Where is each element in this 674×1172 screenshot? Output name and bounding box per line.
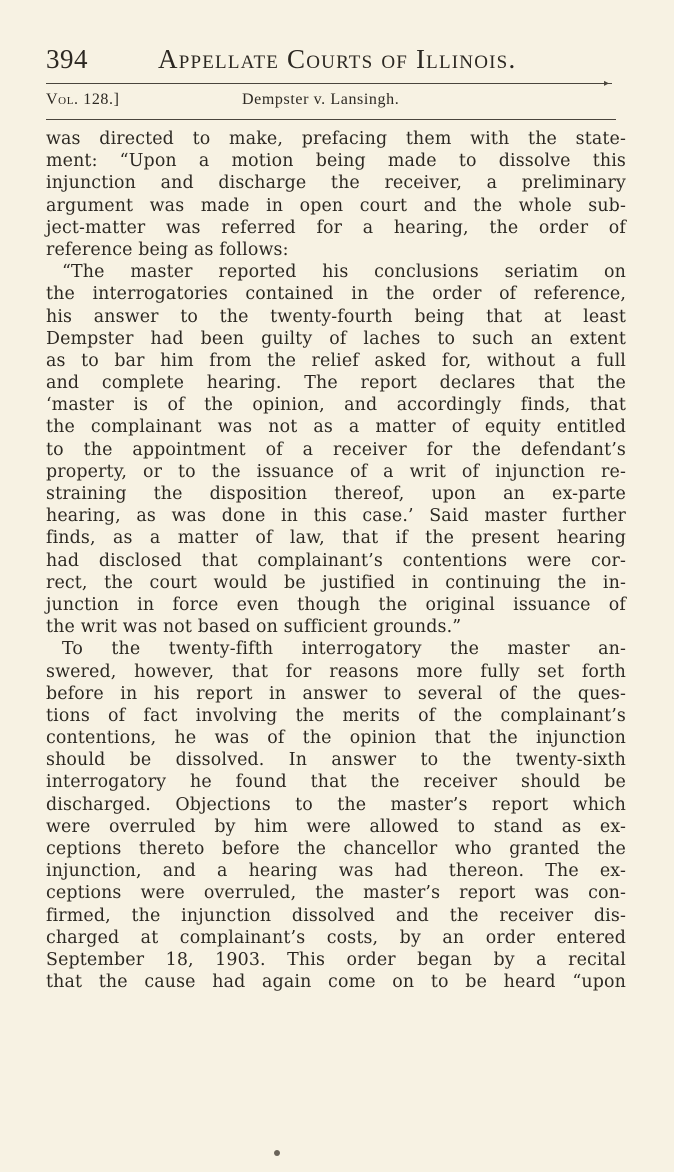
text-line: the complainant was not as a matter of equity entitled (46, 417, 626, 438)
text-line: discharged. Objections to the master’s report which (46, 794, 626, 815)
text-line: were overruled by him were allowed to stand as ex- (46, 816, 626, 837)
text-line: ject-matter was referred for a hearing, the order of (46, 217, 626, 238)
text-line: his answer to the twenty-fourth being that at least (46, 306, 626, 327)
text-line: ment: “Upon a motion being made to dissolve this (46, 151, 626, 172)
text-line: interrogatory he found that the receiver should be (46, 772, 626, 793)
text-line: contentions, he was of the opinion that the injunction (46, 728, 626, 749)
text-line: reference being as follows: (46, 239, 289, 260)
text-line: swered, however, that for reasons more fully set forth (46, 661, 626, 682)
text-line: finds, as a matter of law, that if the present hearing (46, 528, 626, 549)
text-line: ceptions thereto before the chancellor who granted the (46, 839, 626, 859)
text-line: the writ was not based on sufficient grounds.” (46, 617, 462, 638)
text-line: straining the disposition thereof, upon an ex-parte (46, 484, 626, 504)
text-line: should be dissolved. In answer to the twenty-sixth (46, 750, 626, 771)
subheader-rule (46, 119, 616, 120)
text-line: as to bar him from the relief asked for, without a full (46, 350, 626, 371)
text-line: to the appointment of a receiver for the defendant’s (46, 439, 626, 460)
text-line: firmed, the injunction dissolved and the receiver dis- (46, 905, 626, 926)
running-head: Appellate Courts of Illinois. (158, 44, 517, 74)
text-line: To the twenty-fifth interrogatory the master an- (62, 639, 626, 660)
text-line: ‘master is of the opinion, and accordingly finds, that (46, 395, 626, 416)
text-line: Dempster had been guilty of laches to such an extent (46, 328, 626, 349)
header-rule (46, 83, 612, 84)
text-line: was directed to make, prefacing them with the state- (46, 129, 626, 149)
text-line: “The master reported his conclusions seriatim on (62, 262, 626, 283)
volume-label: Vol. 128.] (46, 91, 120, 108)
text-line: hearing, as was done in this case.’ Said master further (46, 506, 626, 527)
page-number: 394 (46, 44, 88, 74)
text-line: property, or to the issuance of a writ of injunction re- (46, 461, 626, 482)
text-line: the interrogatories contained in the order of reference, (46, 284, 626, 305)
case-subheader (46, 90, 622, 112)
text-line: tions of fact involving the merits of the complainant’s (46, 705, 626, 726)
text-line: September 18, 1903. This order began by a recital (46, 949, 626, 970)
rule-end-mark: ▸ (604, 78, 610, 89)
case-title: Dempster v. Lansingh. (242, 91, 400, 108)
page-header (46, 42, 622, 82)
text-line: argument was made in open court and the whole sub- (46, 195, 626, 216)
text-line: and complete hearing. The report declares that the (46, 373, 626, 394)
text-line: rect, the court would be justified in continuing the in- (46, 572, 626, 593)
text-line: injunction, and a hearing was had thereon. The ex- (46, 861, 626, 882)
body-text (46, 128, 626, 993)
text-line: charged at complainant’s costs, by an order entered (46, 927, 626, 948)
text-line: injunction and discharge the receiver, a preliminary (46, 173, 626, 194)
text-line: ceptions were overruled, the master’s report was con- (46, 883, 626, 904)
text-line: junction in force even though the original issuance of (46, 594, 626, 615)
text-line: before in his report in answer to several of the ques- (46, 683, 626, 704)
footer-dot (274, 1150, 280, 1156)
text-line: that the cause had again come on to be heard “upon (46, 972, 626, 993)
text-line: had disclosed that complainant’s contentions were cor- (46, 550, 626, 571)
